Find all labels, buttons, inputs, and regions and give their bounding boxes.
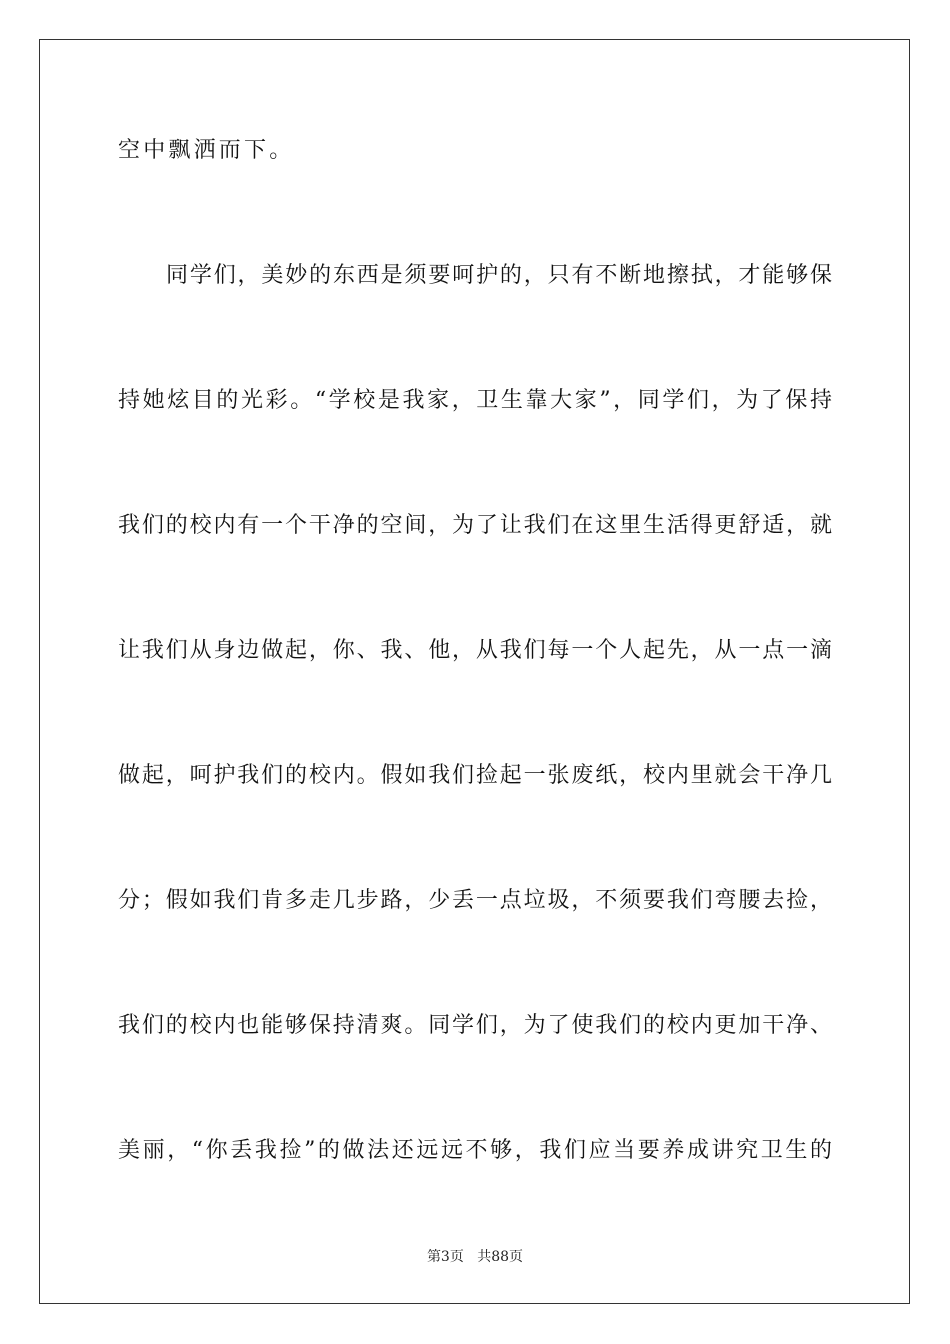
text-line-1: 空中飘洒而下。 — [118, 138, 295, 163]
page-footer — [0, 1248, 950, 1266]
text-line-3: 持她炫目的光彩。“学校是我家，卫生靠大家”，同学们，为了保持 — [118, 388, 832, 413]
page-number: 第3页 — [426, 1249, 464, 1265]
page-border — [39, 39, 910, 1304]
paragraph-first-line: 同学们，美妙的东西是须要呵护的，只有不断地擦拭，才能够保 — [166, 263, 832, 288]
page-total: 共88页 — [477, 1249, 524, 1265]
text-line-6: 做起，呵护我们的校内。假如我们捡起一张废纸，校内里就会干净几 — [118, 763, 832, 788]
text-line-5: 让我们从身边做起，你、我、他，从我们每一个人起先，从一点一滴 — [118, 638, 832, 663]
text-line-7: 分；假如我们肯多走几步路，少丢一点垃圾，不须要我们弯腰去捡， — [118, 888, 832, 913]
text-line-4: 我们的校内有一个干净的空间，为了让我们在这里生活得更舒适，就 — [118, 513, 832, 538]
text-line-9: 美丽，“你丢我捡”的做法还远远不够，我们应当要养成讲究卫生的 — [118, 1138, 832, 1163]
text-line-8: 我们的校内也能够保持清爽。同学们，为了使我们的校内更加干净、 — [118, 1013, 832, 1038]
